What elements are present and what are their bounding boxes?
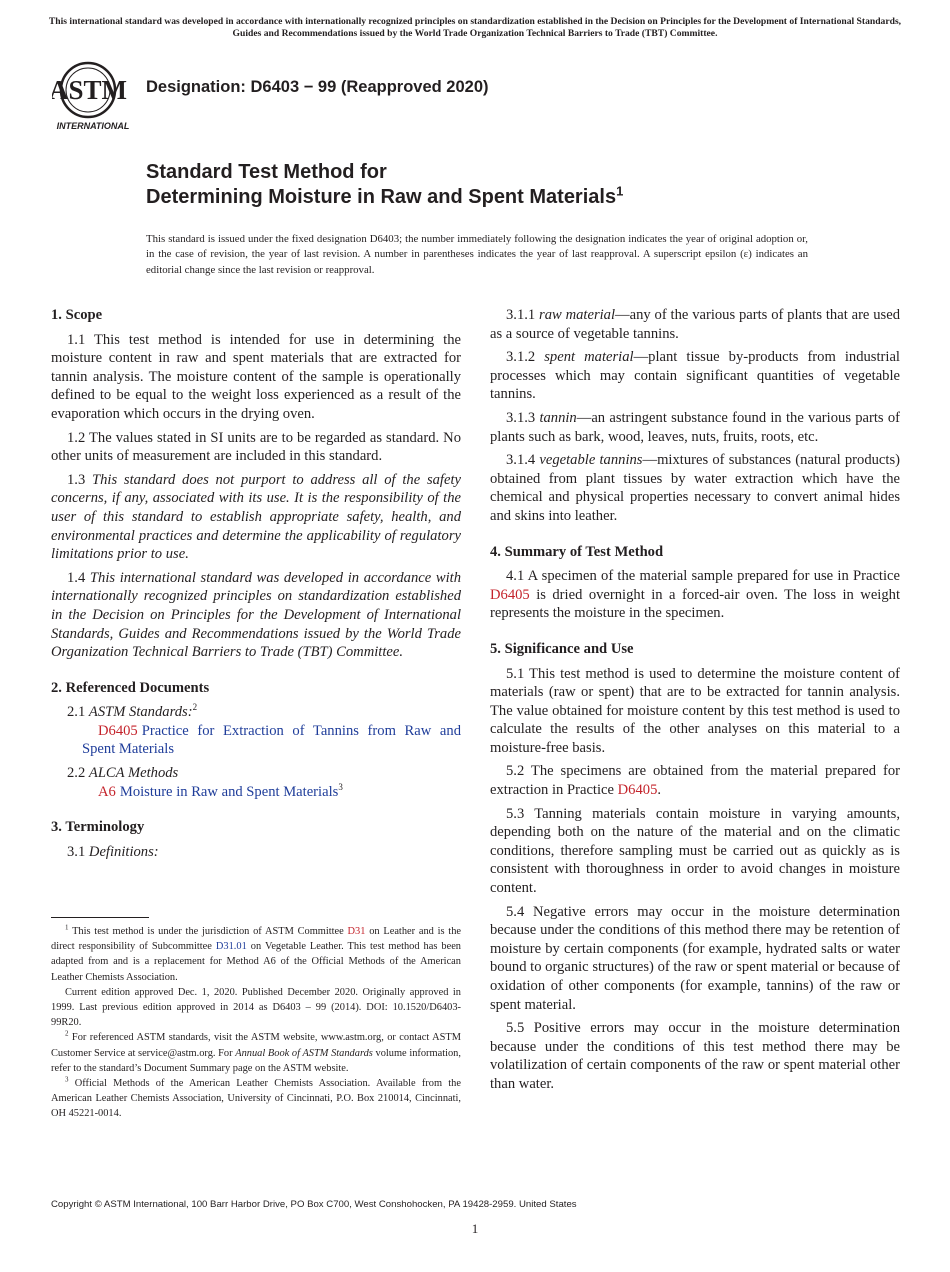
title-line-1: Standard Test Method for xyxy=(146,161,387,183)
edition-note: Current edition approved Dec. 1, 2020. Published December 2020. Originally approved in 1999. Last previous edition approved in 2014 as D6403 – 99 (2014). DOI: 10.1520/D6403-99R20. xyxy=(51,986,461,1029)
definition-3-1-4: 3.1.4 vegetable tannins—mixtures of substances (natural products) obtained from plant tissues by water extraction which have the chemical and physical properties necessary to convert animal hides and skins into leather. xyxy=(490,452,900,524)
paragraph-5-3: 5.3 Tanning materials contain moisture in varying amounts, depending both on the nature of the material and on the climatic conditions, therefore sampling must be carried out as quickly as is consistent with thoroughness in order to avoid changes in moisture content. xyxy=(490,805,900,897)
copyright-notice: Copyright © ASTM International, 100 Barr Harbor Drive, PO Box C700, West Conshohocken, PA 19428-2959. United States xyxy=(51,1199,577,1210)
paragraph-1-1: 1.1 This test method is intended for use in determining the moisture content in raw and spent materials that are extracted for tannin analysis. The moisture content of the sample is operationally defined to be equal to the weight loss experienced as a result of the evaporation which occurs in the drying oven. xyxy=(51,331,461,422)
tbt-notice: This international standard was developed in accordance with internationally recognized principles on standardization established in the Decision on Principles for the Development of International Standards, Guides and Recommendations issued by the World Trade Organization Technical Barriers to Trade (TBT) Committee. xyxy=(48,16,902,39)
paragraph-2-2: 2.2 ALCA Methods xyxy=(67,765,179,782)
issuance-statement: This standard is issued under the fixed designation D6403; the number immediately following the designation indicates the year of original adoption or, in the case of revision, the year of last revision. A number in parentheses indicates the year of last reapproval. A superscript epsilon (ε) indicates an editorial change since the last revision or reapproval. xyxy=(146,233,808,276)
designation: Designation: D6403 − 99 (Reapproved 2020) xyxy=(146,78,489,96)
paragraph-5-5: 5.5 Positive errors may occur in the moisture determination because under the conditions of this test method there may be volatilization of certain components of the raw or spent material other than water. xyxy=(490,1020,900,1092)
reference-title-a6[interactable]: Moisture in Raw and Spent Materials xyxy=(119,783,339,800)
footnotes xyxy=(51,924,461,1122)
paragraph-5-2: 5.2 The specimens are obtained from the material prepared for extraction in Practice D6405. xyxy=(490,763,900,799)
title-footnote-mark: 1 xyxy=(616,183,624,199)
reference-d6405[interactable] xyxy=(51,722,461,759)
page-number: 1 xyxy=(471,1221,479,1236)
paragraph-5-4: 5.4 Negative errors may occur in the moisture determination because under the conditions of this method there may be retention of moisture by certain components (for example, hydrated salts or water bound to organic structures) of the raw or spent material or because of oxidation of other components (for example, tannins) of the raw or spent material. xyxy=(490,903,900,1013)
section-heading-terminology: 3. Terminology xyxy=(51,819,145,836)
paragraph-1-2: 1.2 The values stated in SI units are to be regarded as standard. No other units of measurement are included in this standard. xyxy=(51,429,461,465)
paragraph-4-1: 4.1 A specimen of the material sample prepared for use in Practice D6405 is dried overnight in a forced-air oven. The loss in weight represents the moisture in the specimen. xyxy=(490,568,900,622)
paragraph-3-1: 3.1 Definitions: xyxy=(67,843,159,860)
reference-code-d6405[interactable]: D6405 xyxy=(98,722,138,739)
logo-letters: ASTM xyxy=(52,75,128,105)
footnote-2: $^2$ For referenced ASTM standards, visit the ASTM website, www.astm.org, or contact ASTM Customer Service at service@astm.org. For Annual Book of ASTM Standards volume information, refer to the standard’s Document Summary page on the ASTM website. xyxy=(51,1029,461,1074)
footnote-divider xyxy=(51,917,149,918)
definition-3-1-3: 3.1.3 tannin—an astringent substance found in the various parts of plants such as bark, wood, leaves, nuts, fruits, roots, etc. xyxy=(490,409,900,445)
section-heading-summary: 4. Summary of Test Method xyxy=(490,543,664,560)
reference-code-a6[interactable]: A6 xyxy=(98,783,116,800)
title-line-2: Determining Moisture in Raw and Spent Materials$^1$ xyxy=(146,183,624,208)
reference-a6[interactable]: A6 Moisture in Raw and Spent Materials$^3$ xyxy=(98,781,343,800)
section-heading-referenced-documents: 2. Referenced Documents xyxy=(51,679,210,696)
section-heading-scope: 1. Scope xyxy=(51,307,103,323)
reference-title-d6405[interactable]: Practice for Extraction of Tannins from Raw and Spent Materials xyxy=(82,722,461,758)
document-title xyxy=(146,160,623,210)
footnote-3: $^3$ Official Methods of the American Leather Chemists Association. Available from the American Leather Chemists Association, University of Cincinnati, P.O. Box 210014, Cincinnati, OH 45221-0014. xyxy=(51,1075,461,1120)
practice-link-d6405-2[interactable]: D6405 xyxy=(617,782,658,799)
right-column xyxy=(490,306,900,1099)
left-column xyxy=(51,306,461,866)
section-heading-significance: 5. Significance and Use xyxy=(490,640,634,657)
subcommittee-link-d31-01[interactable]: D31.01 xyxy=(215,941,247,953)
committee-link-d31[interactable]: D31 xyxy=(347,926,366,937)
definition-3-1-1: 3.1.1 raw material—any of the various parts of plants that are used as a source of vegetable tannins. xyxy=(490,307,900,342)
practice-link-d6405[interactable]: D6405 xyxy=(490,586,530,603)
astm-logo xyxy=(52,56,134,132)
paragraph-1-3: 1.3 This standard does not purport to address all of the safety concerns, if any, associated with its use. It is the responsibility of the user of this standard to establish appropriate safety, health, and environmental practices and determine the applicability of regulatory limitations prior to use. xyxy=(51,471,461,563)
definition-3-1-2: 3.1.2 spent material—plant tissue by-products from industrial processes which may contain significant quantities of vegetable tannins. xyxy=(490,349,900,403)
footnote-1: $^1$ This test method is under the jurisdiction of ASTM Committee D31 on Leather and is the direct responsibility of Subcommittee D31.01 on Vegetable Leather. This test method has been adapted from and is a replacement for Method A6 of the Official Methods of the American Leather Chemists Association. xyxy=(51,923,462,983)
logo-subtext: INTERNATIONAL xyxy=(56,121,130,131)
paragraph-5-1: 5.1 This test method is used to determine the moisture content of materials (raw or spent) that are to be extracted for tannin analysis. The value obtained for moisture content by this test method is used to calculate the results of the other analyses on this material to a moisture-free basis. xyxy=(490,665,900,756)
paragraph-1-4: 1.4 This international standard was developed in accordance with internationally recognized principles on standardization established in the Decision on Principles for the Development of International Standards, Guides and Recommendations issued by the World Trade Organization Technical Barriers to Trade (TBT) Committee. xyxy=(51,569,462,661)
paragraph-2-1: 2.1 ASTM Standards:$^2$ xyxy=(67,702,198,721)
